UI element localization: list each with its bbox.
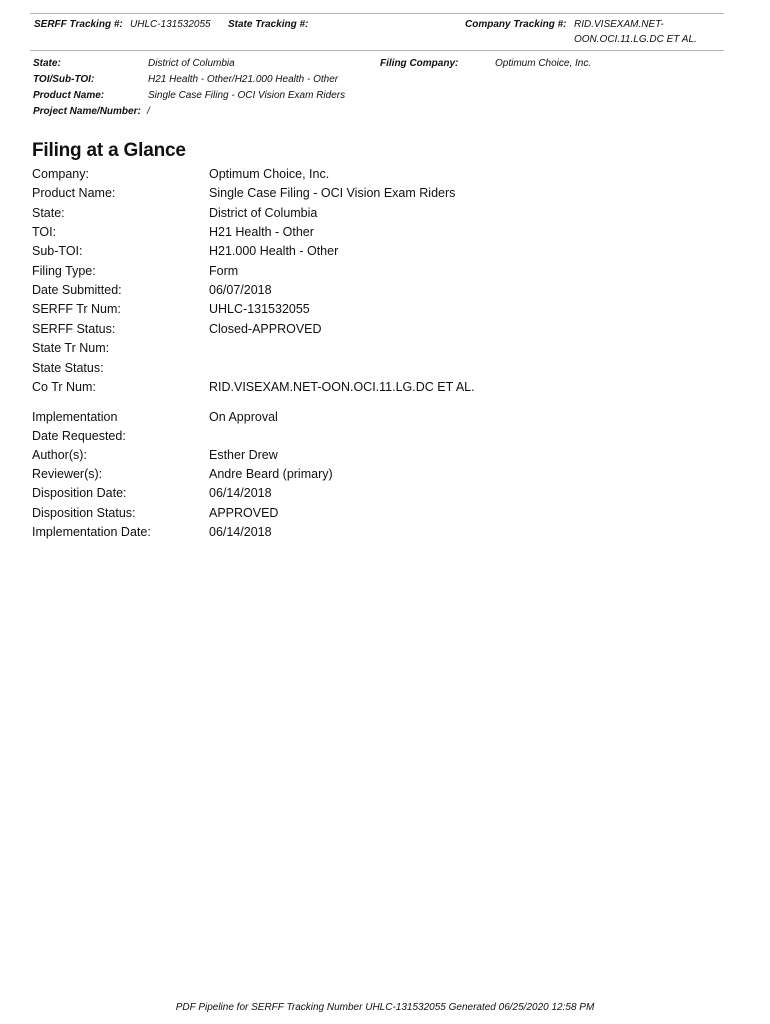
state-tr-num-label: State Tr Num: [32,341,110,355]
date-submitted-value: 06/07/2018 [209,283,272,297]
disposition-date-value: 06/14/2018 [209,486,272,500]
company-tracking-value-line2: OON.OCI.11.LG.DC ET AL. [574,34,697,45]
filing-type-label: Filing Type: [32,264,96,278]
page-title: Filing at a Glance [32,140,186,161]
product-name-label: Product Name: [33,90,105,101]
co-tr-num-value: RID.VISEXAM.NET-OON.OCI.11.LG.DC ET AL. [209,380,475,394]
state-value: District of Columbia [148,58,235,69]
filing-company-label: Filing Company: [380,58,459,69]
reviewers-value: Andre Beard (primary) [209,467,333,481]
filing-type-value: Form [209,264,239,278]
implementation-date-value: 06/14/2018 [209,525,272,539]
toi-label: TOI/Sub-TOI: [33,74,95,85]
product-name-value: Single Case Filing - OCI Vision Exam Riders [148,90,346,101]
implementation-label-line1: Implementation [32,410,118,424]
sub-toi-value: H21.000 Health - Other [209,244,339,258]
date-submitted-label: Date Submitted: [32,283,122,297]
state-row-label: State: [32,206,65,220]
filing-company-value: Optimum Choice, Inc. [495,58,592,69]
state-label: State: [33,58,61,69]
state-tracking-label: State Tracking #: [228,19,309,30]
state-row-value: District of Columbia [209,206,318,220]
toi-value: H21 Health - Other/H21.000 Health - Other [148,74,339,85]
implementation-date-label: Implementation Date: [32,525,151,539]
page-footer: PDF Pipeline for SERFF Tracking Number UHLC-131532055 Generated 06/25/2020 12:58 PM [175,1002,595,1013]
product-value: Single Case Filing - OCI Vision Exam Riders [209,186,456,200]
implementation-requested-value: On Approval [209,410,278,424]
toi-row-value: H21 Health - Other [209,225,314,239]
project-value: / [147,106,150,117]
disposition-status-label: Disposition Status: [32,506,136,520]
company-value: Optimum Choice, Inc. [209,167,330,181]
co-tr-num-label: Co Tr Num: [32,380,96,394]
serff-tracking-value: UHLC-131532055 [130,19,211,30]
serff-status-label: SERFF Status: [32,322,116,336]
top-rule [30,13,724,14]
state-status-label: State Status: [32,361,104,375]
toi-row-label: TOI: [32,225,57,239]
product-label: Product Name: [32,186,116,200]
serff-tr-num-label: SERFF Tr Num: [32,302,121,316]
implementation-label-line2: Date Requested: [32,429,126,443]
project-label: Project Name/Number: [33,106,141,117]
company-tracking-value-line1: RID.VISEXAM.NET- [574,19,664,30]
serff-tr-num-value: UHLC-131532055 [209,302,310,316]
reviewers-label: Reviewer(s): [32,467,103,481]
header-divider [30,50,724,51]
disposition-status-value: APPROVED [209,506,279,520]
serff-tracking-label: SERFF Tracking #: [34,19,123,30]
company-label: Company: [32,167,89,181]
serff-status-value: Closed-APPROVED [209,322,322,336]
disposition-date-label: Disposition Date: [32,486,127,500]
sub-toi-label: Sub-TOI: [32,244,83,258]
company-tracking-label: Company Tracking #: [465,19,567,30]
authors-value: Esther Drew [209,448,278,462]
authors-label: Author(s): [32,448,87,462]
